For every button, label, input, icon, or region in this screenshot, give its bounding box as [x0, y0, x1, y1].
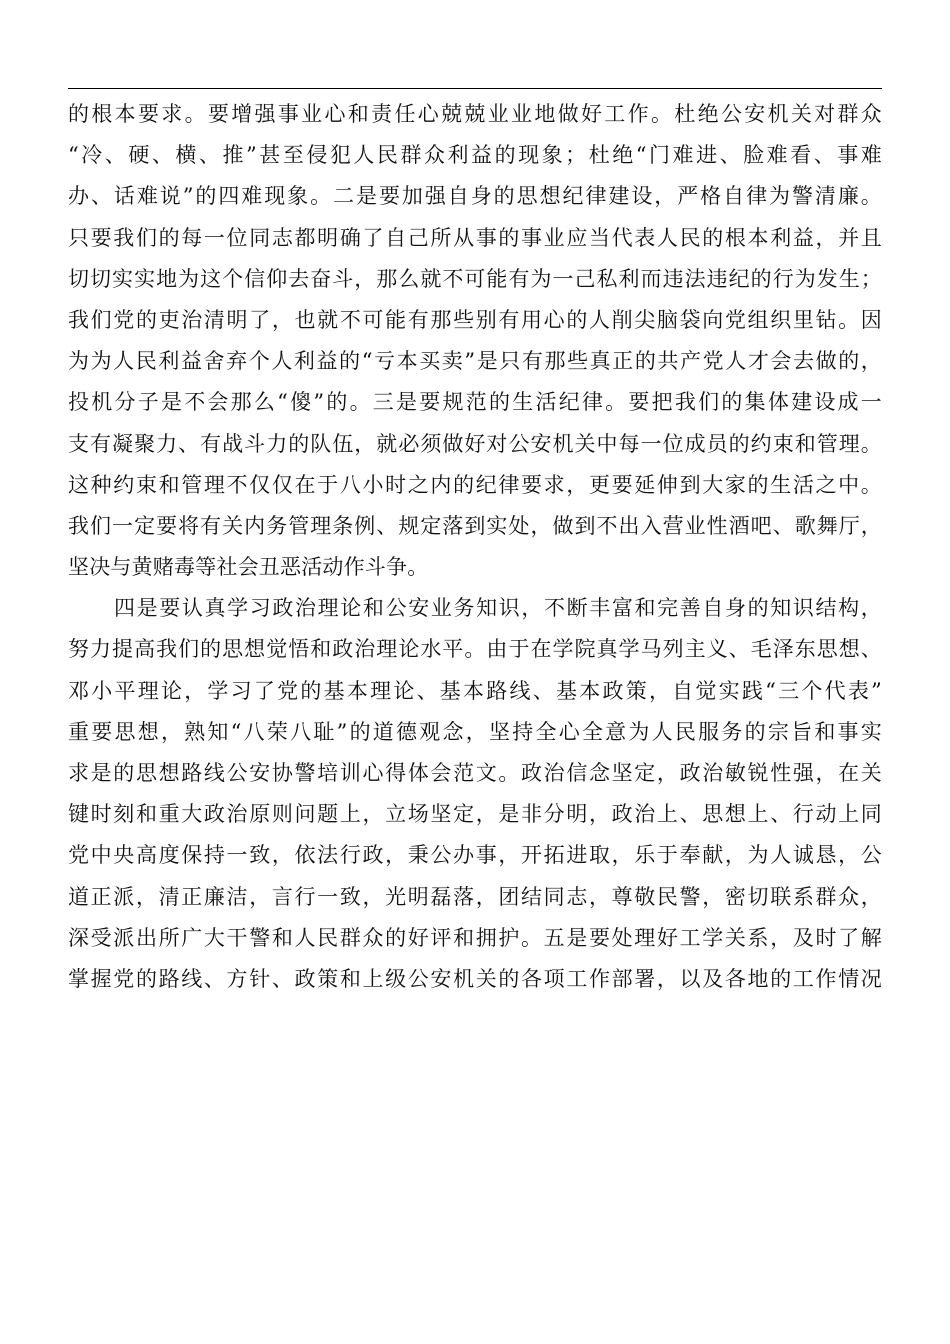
text-line: 党中央高度保持一致，依法行政，秉公办事，开拓进取，乐于奉献，为人诚恳，公 [68, 843, 882, 868]
text-line: 键时刻和重大政治原则问题上，立场坚定，是非分明，政治上、思想上、行动上同 [68, 802, 882, 827]
text-line: 深受派出所广大干警和人民群众的好评和拥护。五是要处理好工学关系，及时了解 [68, 925, 882, 950]
text-line: 为为人民利益舍弃个人利益的“亏本买卖”是只有那些真正的共产党人才会去做的， [68, 349, 882, 374]
text-line: 只要我们的每一位同志都明确了自己所从事的事业应当代表人民的根本利益，并且 [68, 225, 882, 250]
text-line: 办、话难说”的四难现象。二是要加强自身的思想纪律建设，严格自律为警清廉。 [68, 184, 882, 209]
text-line: “冷、硬、横、推”甚至侵犯人民群众利益的现象；杜绝“门难进、脸难看、事难 [68, 143, 882, 168]
header-rule [68, 88, 882, 89]
text-line: 投机分子是不会那么“傻”的。三是要规范的生活纪律。要把我们的集体建设成一 [68, 390, 882, 415]
text-line: 支有凝聚力、有战斗力的队伍，就必须做好对公安机关中每一位成员的约束和管理。 [68, 431, 882, 456]
text-line: 重要思想，熟知“八荣八耻”的道德观念，坚持全心全意为人民服务的宗旨和事实 [68, 719, 882, 744]
text-line: 掌握党的路线、方针、政策和上级公安机关的各项工作部署，以及各地的工作情况 [68, 966, 882, 991]
text-line: 切切实实地为这个信仰去奋斗，那么就不可能有为一己私利而违法违纪的行为发生； [68, 266, 882, 291]
text-line: 的根本要求。要增强事业心和责任心兢兢业业地做好工作。杜绝公安机关对群众 [68, 102, 882, 126]
text-line: 努力提高我们的思想觉悟和政治理论水平。由于在学院真学马列主义、毛泽东思想、 [68, 637, 882, 662]
text-line-paragraph-start: 四是要认真学习政治理论和公安业务知识，不断丰富和完善自身的知识结构， [114, 596, 882, 621]
text-line: 邓小平理论，学习了党的基本理论、基本路线、基本政策，自觉实践“三个代表” [68, 678, 882, 703]
text-line: 我们党的吏治清明了，也就不可能有那些别有用心的人削尖脑袋向党组织里钻。因 [68, 307, 882, 332]
text-line: 我们一定要将有关内务管理条例、规定落到实处，做到不出入营业性酒吧、歌舞厅， [68, 513, 882, 538]
text-line: 道正派，清正廉洁，言行一致，光明磊落，团结同志，尊敬民警，密切联系群众， [68, 884, 882, 909]
body-text [68, 94, 882, 1000]
text-line: 这种约束和管理不仅仅在于八小时之内的纪律要求，更要延伸到大家的生活之中。 [68, 472, 882, 497]
text-line: 求是的思想路线公安协警培训心得体会范文。政治信念坚定，政治敏锐性强，在关 [68, 761, 882, 785]
text-line-paragraph-end: 坚决与黄赌毒等社会丑恶活动作斗争。 [68, 555, 429, 580]
